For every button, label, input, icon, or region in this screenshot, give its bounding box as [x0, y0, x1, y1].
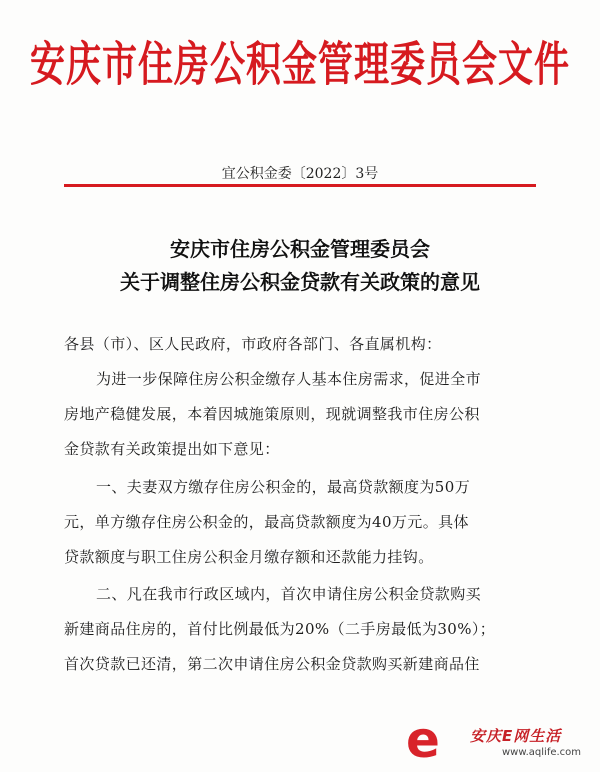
paragraph-two-line-3: 首次贷款已还清，第二次申请住房公积金贷款购买新建商品住 — [64, 655, 480, 673]
paragraph-one-line-3: 贷款额度与职工住房公积金月缴存额和还款能力挂钩。 — [64, 548, 434, 566]
document-header-title: 安庆市住房公积金管理委员会文件 — [29, 38, 570, 93]
watermark-logo-icon: e — [406, 711, 440, 769]
paragraph-one-line-2: 元，单方缴存住房公积金的，最高贷款额度为40万元。具体 — [64, 513, 469, 531]
document-title-line-2: 关于调整住房公积金贷款有关政策的意见 — [120, 270, 480, 294]
paragraph-two-line-2: 新建商品住房的，首付比例最低为20%（二手房最低为30%）； — [64, 620, 496, 638]
paragraph-intro-line-3: 金贷款有关政策提出如下意见： — [64, 440, 280, 458]
document-title-line-1: 安庆市住房公积金管理委员会 — [170, 237, 430, 261]
paragraph-one-line-1: 一、夫妻双方缴存住房公积金的，最高贷款额度为50万 — [96, 478, 471, 496]
document-number: 宜公积金委〔2022〕3号 — [221, 166, 379, 182]
paragraph-two-line-1: 二、凡在我市行政区域内，首次申请住房公积金贷款购买 — [96, 585, 482, 603]
site-watermark — [406, 711, 596, 769]
paragraph-intro-line-2: 房地产稳健发展，本着因城施策原则，现就调整我市住房公积 — [64, 405, 480, 423]
paragraph-intro-line-1: 为进一步保障住房公积金缴存人基本住房需求，促进全市 — [96, 370, 482, 388]
red-divider — [64, 184, 536, 187]
watermark-site-name: 安庆E网生活 — [470, 727, 562, 745]
salutation: 各县（市）、区人民政府，市政府各部门、各直属机构： — [64, 335, 442, 353]
watermark-url: www.aqlife.com — [502, 747, 582, 758]
